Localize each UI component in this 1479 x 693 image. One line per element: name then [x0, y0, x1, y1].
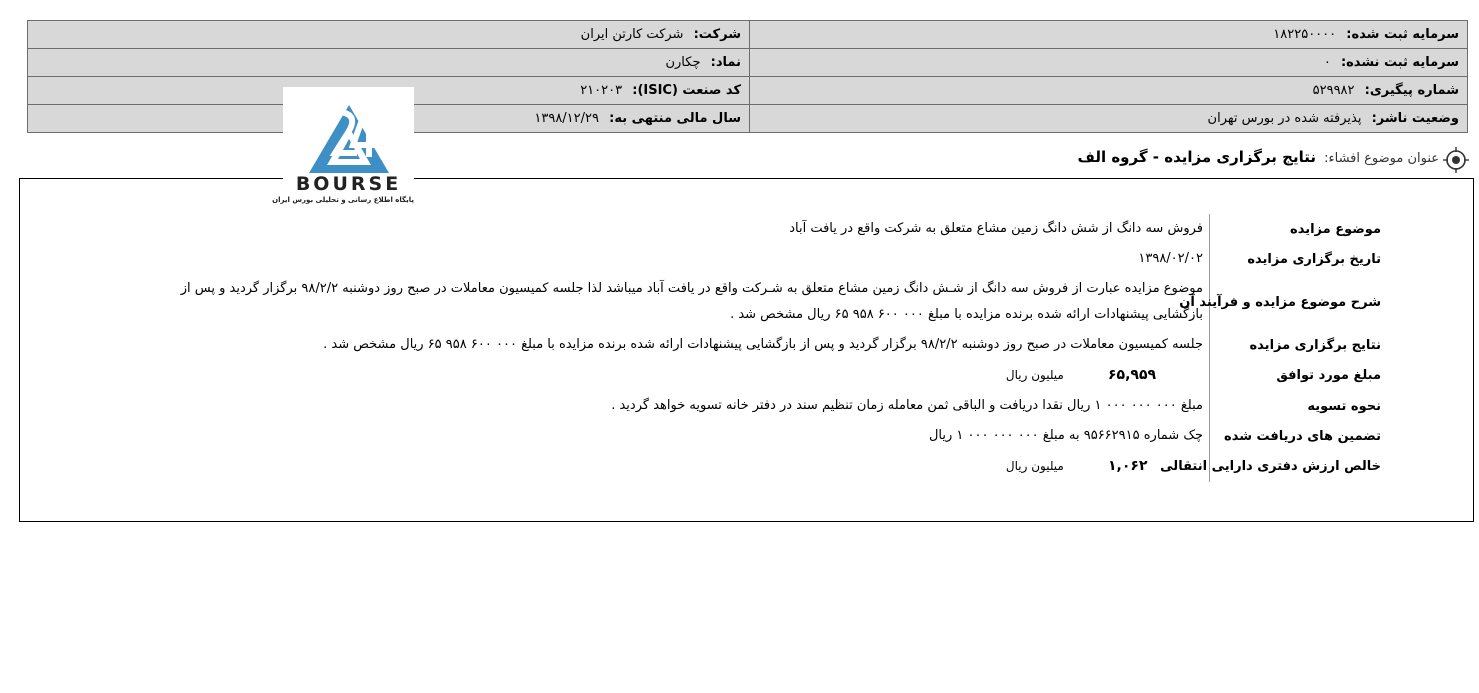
results-value: جلسه کمیسیون معاملات در صبح روز دوشنبه ۹۸/۲/۲ برگزار گردید و پس از بازگشایی پیشنهادات ارائه شده برنده مزایده با مبلغ ۰۰۰ ۶۰۰ ۹۵۸ ۶۵ ریال مشخص شد .	[323, 337, 1203, 352]
isic-value: ۲۱۰۲۰۳	[580, 83, 623, 98]
detail-row	[142, 274, 1387, 330]
unregistered-capital-cell	[750, 49, 1468, 77]
registered-capital-label: سرمایه ثبت شده:	[1346, 27, 1459, 42]
settlement-label: نحوه تسویه	[1210, 391, 1388, 421]
guarantees-label: تضمین های دریافت شده	[1210, 421, 1388, 451]
date-value: ۱۳۹۸/۰۲/۰۲	[1138, 251, 1203, 266]
subject-title: نتایج برگزاری مزایده - گروه الف	[1077, 148, 1316, 166]
logo-wordmark: BOURSE	[295, 173, 402, 195]
symbol-label: نماد:	[710, 55, 741, 70]
company-label: شرکت:	[693, 27, 741, 42]
registered-capital-cell	[750, 21, 1468, 49]
isic-label: کد صنعت (ISIC):	[632, 83, 741, 98]
fiscal-year-label: سال مالی منتهی به:	[609, 111, 741, 126]
agreed-amount-value: ۶۵,۹۵۹	[1108, 367, 1157, 383]
net-book-label: خالص ارزش دفتری دارایی انتقالی	[1210, 451, 1388, 482]
logo-emblem-icon	[283, 87, 414, 177]
publisher-status-value: پذیرفته شده در بورس تهران	[1207, 111, 1362, 126]
tracking-cell	[750, 77, 1468, 105]
agreed-amount-cell	[142, 360, 1210, 391]
unregistered-capital-value: ۰	[1323, 55, 1331, 70]
net-book-value: ۱,۰۶۲	[1108, 458, 1148, 474]
info-row	[28, 21, 1468, 49]
agreed-amount-label: مبلغ مورد توافق	[1210, 360, 1388, 391]
unregistered-capital-label: سرمایه ثبت نشده:	[1340, 55, 1459, 70]
topic-value: فروش سه دانگ از شش دانگ زمین مشاع متعلق به شرکت واقع در یافت آباد	[789, 221, 1203, 236]
detail-row	[142, 214, 1387, 244]
guarantees-value: چک شماره ۹۵۶۶۲۹۱۵ به مبلغ ۰۰۰ ۰۰۰ ۰۰۰ ۱ ریال	[928, 428, 1203, 443]
publisher-status-label: وضعیت ناشر:	[1371, 111, 1459, 126]
detail-row	[142, 360, 1387, 391]
detail-row	[142, 244, 1387, 274]
publisher-status-cell	[750, 105, 1468, 133]
auction-details-table	[142, 214, 1387, 482]
detail-row	[142, 391, 1387, 421]
agreed-amount-unit: میلیون ریال	[1005, 368, 1064, 382]
symbol-value: چکارن	[665, 55, 701, 70]
description-value: موضوع مزایده عبارت از فروش سه دانگ از شـش دانگ زمین مشاع متعلق به شـرکت واقع در یافت آباد میباشد لذا جلسه کمیسیون معاملات در صبح روز دوشنبه ۹۸/۲/۲ برگزار گردید و پس از بازگشایی پیشنهادات ارائه شده برنده مزایده با مبلغ ۰۰۰ ۶۰۰ ۹۵۸ ۶۵ ریال مشخص شد .	[180, 281, 1203, 322]
topic-label: موضوع مزایده	[1210, 214, 1388, 244]
description-label: شرح موضوع مزایده و فرآیند آن	[1210, 274, 1388, 330]
fiscal-year-value: ۱۳۹۸/۱۲/۲۹	[534, 111, 599, 126]
disclosure-subject	[1077, 148, 1439, 166]
tracking-value: ۵۲۹۹۸۲	[1312, 83, 1355, 98]
info-row	[28, 77, 1468, 105]
target-icon	[1442, 146, 1470, 174]
bourse-logo	[272, 87, 414, 210]
symbol-cell	[28, 49, 750, 77]
company-value: شرکت کارتن ایران	[580, 27, 684, 42]
net-book-unit: میلیون ریال	[1005, 459, 1064, 473]
settlement-value: مبلغ ۰۰۰ ۰۰۰ ۰۰۰ ۱ ریال نقدا دریافت و الباقی ثمن معامله زمان تنظیم سند در دفتر خانه تسویه خواهد گردید .	[611, 398, 1203, 413]
tracking-label: شماره پیگیری:	[1364, 83, 1459, 98]
results-label: نتایج برگزاری مزایده	[1210, 330, 1388, 360]
company-info-table	[27, 20, 1468, 133]
subject-prefix: عنوان موضوع افشاء:	[1324, 151, 1439, 166]
detail-row	[142, 330, 1387, 360]
net-book-cell	[142, 451, 1210, 482]
company-cell	[28, 21, 750, 49]
logo-subtitle: پایگاه اطلاع رسانی و تحلیلی بورس ایران	[272, 196, 414, 204]
registered-capital-value: ۱۸۲۲۵۰۰۰۰	[1273, 27, 1337, 42]
date-label: تاریخ برگزاری مزایده	[1210, 244, 1388, 274]
info-row	[28, 105, 1468, 133]
detail-row	[142, 421, 1387, 451]
info-row	[28, 49, 1468, 77]
detail-row	[142, 451, 1387, 482]
